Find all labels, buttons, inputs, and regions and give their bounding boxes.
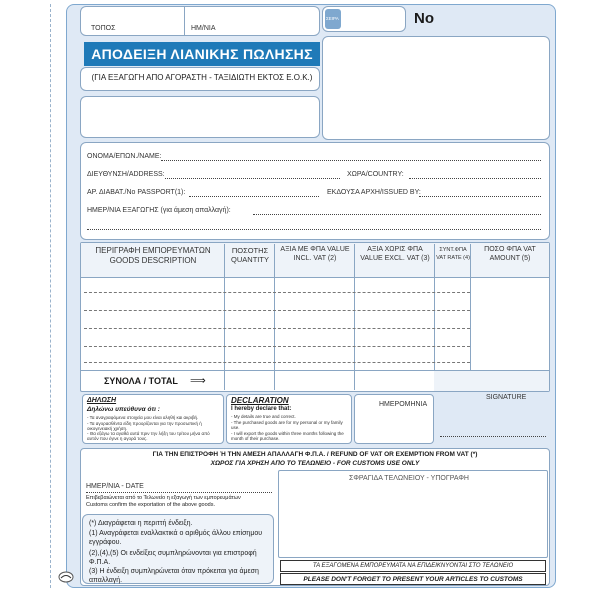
note-line: (*) Διαγράφεται η περιττή ένδειξη. xyxy=(89,520,193,527)
declaration-greek-line: - Τα αγορασθέντα είδη προορίζονται για την προσωπική ή οικογενειακή χρήση. xyxy=(87,421,202,431)
refund-line-1: ΓΙΑ ΤΗΝ ΕΠΙΣΤΡΟΦΗ Ή ΤΗΝ ΑΜΕΣΗ ΑΠΑΛΛΑΓΗ Φ.Π.Α. / REFUND OF VAT OR EXEMPTION FROM VAT (*) xyxy=(152,451,478,458)
declaration-english-line: - My details are true and correct. xyxy=(231,414,296,419)
arrow-right-icon: ⟹ xyxy=(190,375,206,387)
issued-by-label: ΕΚΔΟΥΣΑ ΑΡΧΗ/ISSUED BY: xyxy=(327,189,421,196)
present-articles-english: PLEASE DON'T FORGET TO PRESENT YOUR ARTICLES TO CUSTOMS xyxy=(280,573,546,585)
place-date-box xyxy=(80,6,320,36)
publisher-logo-icon xyxy=(58,570,74,582)
declaration-greek-box xyxy=(82,394,224,444)
receipt-number-label: No xyxy=(414,10,434,27)
declaration-greek-sub: Δηλώνω υπεύθυνα ότι : xyxy=(87,406,160,413)
customs-use-english: - FOR CUSTOMS USE ONLY xyxy=(332,460,420,467)
signature-label: SIGNATURE xyxy=(486,394,527,401)
export-date-label: ΗΜΕΡ/ΝΙΑ ΕΞΑΓΩΓΗΣ (για άμεση απαλλαγή): xyxy=(87,207,231,214)
customs-date-line xyxy=(86,492,272,493)
page-title: ΑΠΟΔΕΙΞΗ ΛΙΑΝΙΚΗΣ ΠΩΛΗΣΗΣ xyxy=(84,42,320,66)
present-articles-greek: ΤΑ ΕΞΑΓΟΜΕΝΑ ΕΜΠΟΡΕΥΜΑΤΑ ΝΑ ΕΠΙΔΕΙΚΝΥΟΝΤΑΙ ΣΤΟ ΤΕΛΩΝΕΙΟ xyxy=(280,560,546,572)
declaration-english-box xyxy=(226,394,352,444)
col-header-vat-rate: ΣΥΝΤ.ΦΠΑ VAT RATE (4) xyxy=(436,247,470,261)
declaration-greek-title: ΔΗΛΩΣΗ xyxy=(87,397,117,404)
customs-confirm-greek: Επιβεβαιώνεται από το Τελωνείο η εξαγωγή των εμπορευμάτων xyxy=(86,495,241,501)
customs-stamp-box xyxy=(278,470,548,558)
buyer-name-label: ΟΝΟΜΑ/ΕΠΩΝ./NAME: xyxy=(87,153,162,160)
col-header-quantity: ΠΟΣΟΤΗΣ QUANTITY xyxy=(231,246,269,264)
page-subtitle: (ΓΙΑ ΕΞΑΓΩΓΗ ΑΠΟ ΑΓΟΡΑΣΤΗ - ΤΑΞΙΔΙΩΤΗ ΕΚΤΟΣ Ε.Ο.Κ.) xyxy=(91,73,313,82)
signature-line xyxy=(440,436,546,437)
declaration-english-sub: I hereby declare that: xyxy=(231,406,292,412)
series-box xyxy=(322,6,406,32)
customs-use-greek: ΧΩΡΟΣ ΓΙΑ ΧΡΗΣΗ ΑΠΟ ΤΟ ΤΕΛΩΝΕΙΟ xyxy=(210,460,332,467)
declaration-greek-line: - Θα εξάγω τα αγαθά αυτά πριν την λήξη του τρίτου μήνα από αυτόν που έγινε η αγορά τους. xyxy=(87,431,210,441)
refund-line-2 xyxy=(80,460,550,467)
customs-stamp-label: ΣΦΡΑΓΙΔΑ ΤΕΛΩΝΕΙΟΥ - ΥΠΟΓΡΑΦΗ xyxy=(349,475,469,482)
declaration-date-box xyxy=(354,394,434,444)
declaration-greek-line: - Τα αναγραφόμενα στοιχεία μου είναι αληθή και ακριβή. xyxy=(87,415,199,420)
note-line: (3) Η ένδειξη συμπληρώνεται όταν πρόκειται για άμεση απαλλαγή. xyxy=(89,568,259,584)
total-label: ΣΥΝΟΛΑ / TOTAL xyxy=(104,376,178,386)
declaration-english-title: DECLARATION xyxy=(231,396,289,405)
col-header-description: ΠΕΡΙΓΡΑΦΗ ΕΜΠΟΡΕΥΜΑΤΩΝ GOODS DESCRIPTION xyxy=(95,246,211,265)
date-label: ΗΜ/ΝΙΑ xyxy=(191,25,216,32)
buyer-info-box xyxy=(80,142,550,240)
customs-confirm-english: Customs confirm the exportation of the above goods. xyxy=(86,502,216,508)
note-line: (1) Αναγράφεται εναλλακτικά ο αριθμός άλλου επίσημου εγγράφου. xyxy=(89,530,263,546)
note-line: (2),(4),(5) Οι ενδείξεις συμπληρώνονται για επιστροφή Φ.Π.Α. xyxy=(89,550,257,566)
declaration-english-line: - The purchased goods are for my personal or my family use. xyxy=(231,420,343,430)
buyer-address-label: ΔΙΕΥΘΥΝΣΗ/ADDRESS: xyxy=(87,171,165,178)
issuer-details-box xyxy=(80,96,320,138)
col-header-value-excl-vat: ΑΞΙΑ ΧΩΡΙΣ ΦΠΑ VALUE EXCL. VAT (3) xyxy=(360,246,430,262)
col-header-vat-amount: ΠΟΣΟ ΦΠΑ VAT AMOUNT (5) xyxy=(484,246,536,262)
col-header-value-incl-vat: ΑΞΙΑ ΜΕ ΦΠΑ VALUE INCL. VAT (2) xyxy=(280,246,350,262)
passport-label: ΑΡ. ΔΙΑΒΑΤ./No PASSPORT(1): xyxy=(87,189,186,196)
buyer-country-label: ΧΩΡΑ/COUNTRY: xyxy=(347,171,404,178)
place-label: ΤΟΠΟΣ xyxy=(91,25,116,32)
notes-box xyxy=(82,514,274,584)
total-row-band xyxy=(434,371,549,391)
customs-date-label: ΗΜΕΡ/ΝΙΑ - DATE xyxy=(86,483,144,490)
declaration-english-line: - I will export the goods within three months following the month of their purchase. xyxy=(231,431,344,441)
series-label: ΣΕΙΡΑ xyxy=(326,16,339,21)
declaration-date-label: ΗΜΕΡΟΜΗΝΙΑ xyxy=(379,401,428,408)
issuer-stamp-box xyxy=(322,36,550,140)
